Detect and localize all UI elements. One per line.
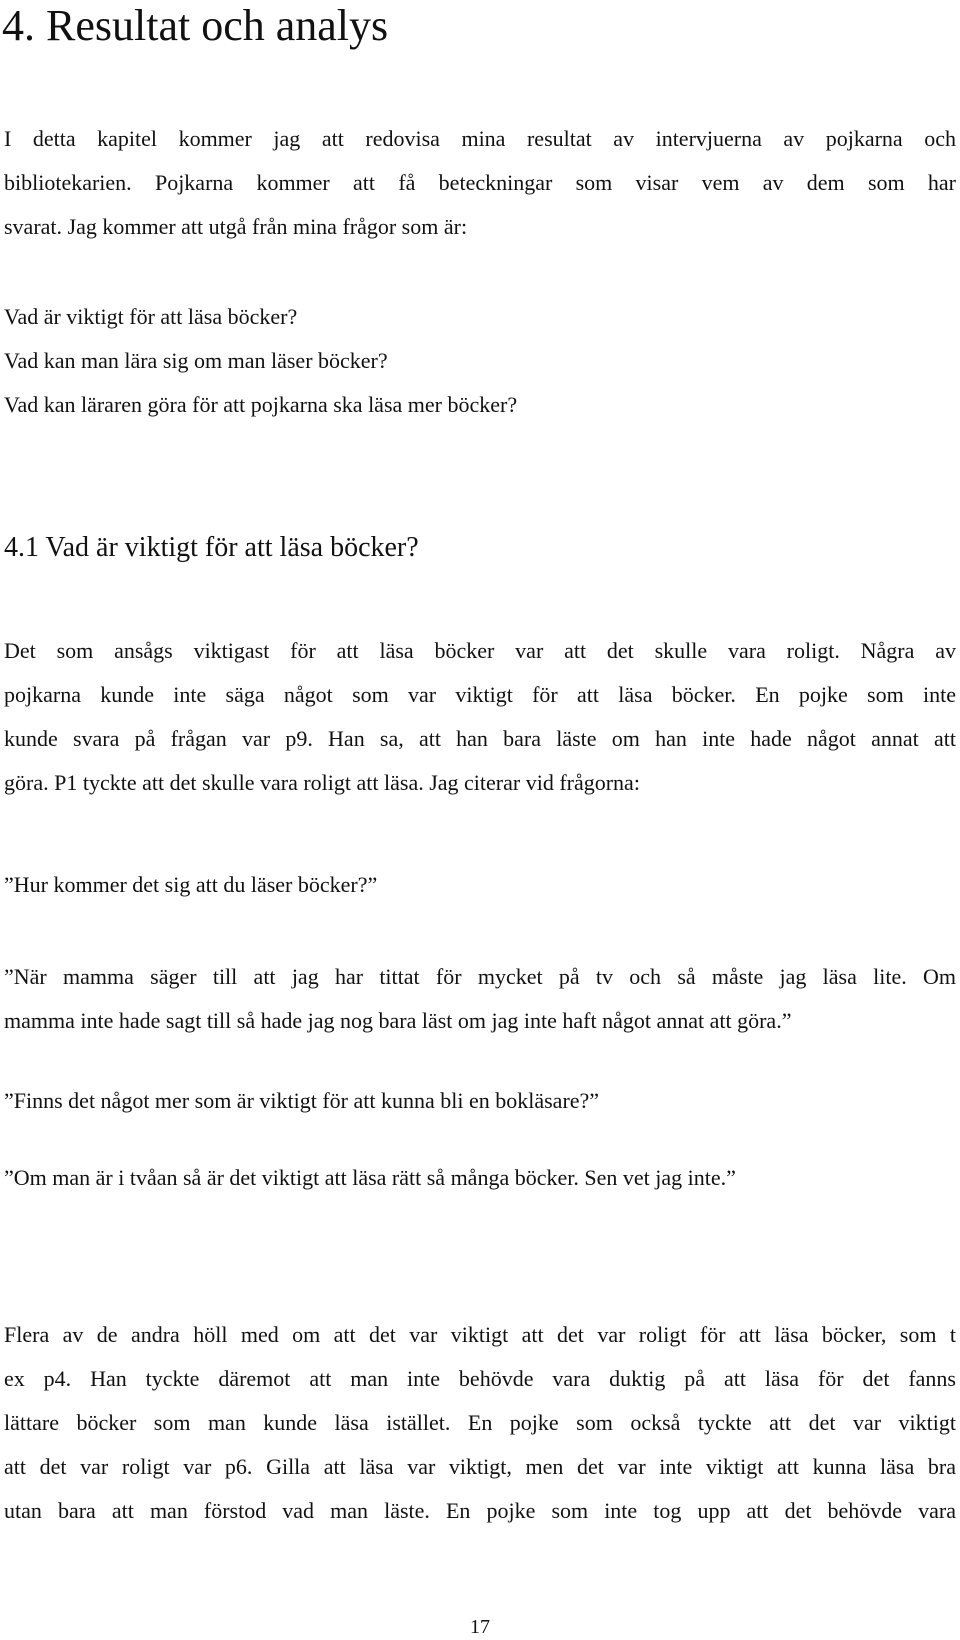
intro-line: bibliotekarien. Pojkarna kommer att få beteckningar som visar vem av dem som har — [4, 170, 956, 195]
body-line: lättare böcker som man kunde läsa istället. En pojke som också tyckte att det var viktigt — [4, 1410, 956, 1435]
body-line: utan bara att man förstod vad man läste. En pojke som inte tog upp att det behövde vara — [4, 1498, 956, 1523]
interview-quote: ”När mamma säger till att jag har tittat för mycket på tv och så måste jag läsa lite. Om — [4, 964, 956, 989]
body-line: Flera av de andra höll med om att det var viktigt att det var roligt för att läsa böcker, som t — [4, 1322, 956, 1347]
section-heading: 4.1 Vad är viktigt för att läsa böcker? — [4, 532, 419, 563]
body-line: kunde svara på frågan var p9. Han sa, att han bara läste om han inte hade något annat att — [4, 726, 956, 751]
intro-line: svarat. Jag kommer att utgå från mina frågor som är: — [4, 214, 468, 239]
intro-line: I detta kapitel kommer jag att redovisa mina resultat av intervjuerna av pojkarna och — [4, 126, 956, 151]
interview-quote: ”Finns det något mer som är viktigt för att kunna bli en bokläsare?” — [4, 1088, 600, 1113]
body-line: göra. P1 tyckte att det skulle vara roligt att läsa. Jag citerar vid frågorna: — [4, 770, 640, 795]
research-question: Vad är viktigt för att läsa böcker? — [4, 304, 298, 329]
chapter-title: 4. Resultat och analys — [2, 1, 389, 50]
research-question: Vad kan man lära sig om man läser böcker? — [4, 348, 388, 373]
body-line: pojkarna kunde inte säga något som var viktigt för att läsa böcker. En pojke som inte — [4, 682, 956, 707]
page-number: 17 — [470, 1616, 490, 1638]
body-line: Det som ansågs viktigast för att läsa böcker var att det skulle vara roligt. Några av — [4, 638, 956, 663]
body-line: att det var roligt var p6. Gilla att läsa var viktigt, men det var inte viktigt att kunna läsa bra — [4, 1454, 956, 1479]
body-line: ex p4. Han tyckte däremot att man inte behövde vara duktig på att läsa för det fanns — [4, 1366, 956, 1391]
interview-quote: ”Om man är i tvåan så är det viktigt att läsa rätt så många böcker. Sen vet jag inte.” — [4, 1165, 736, 1190]
interview-quote: ”Hur kommer det sig att du läser böcker?” — [4, 872, 378, 897]
interview-quote: mamma inte hade sagt till så hade jag nog bara läst om jag inte haft något annat att göra.” — [4, 1008, 792, 1033]
research-question: Vad kan läraren göra för att pojkarna ska läsa mer böcker? — [4, 392, 518, 417]
